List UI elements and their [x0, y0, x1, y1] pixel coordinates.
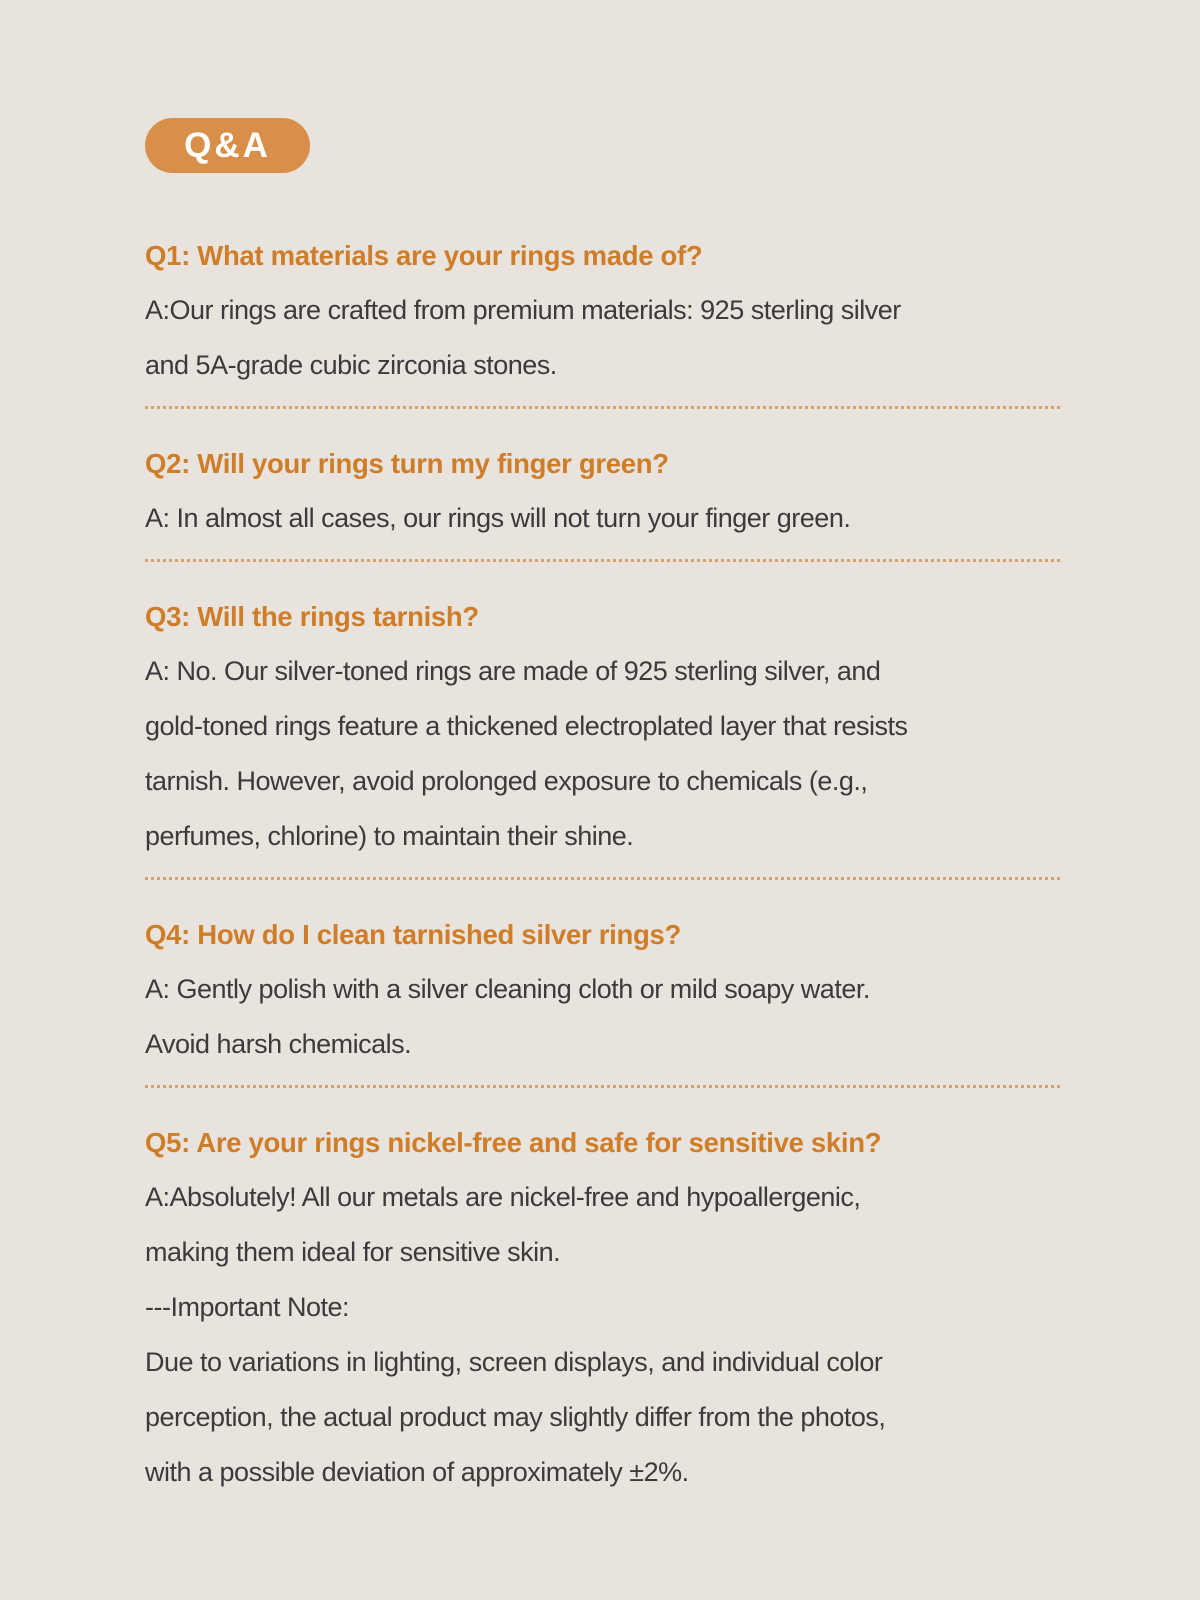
answer-line: A: Gently polish with a silver cleaning cloth or mild soapy water. [145, 974, 870, 1004]
question-3: Q3: Will the rings tarnish? [145, 601, 479, 632]
answer-line: tarnish. However, avoid prolonged exposure to chemicals (e.g., [145, 766, 868, 796]
answer-line: Avoid harsh chemicals. [145, 1029, 412, 1059]
qa-section-2 [145, 444, 1060, 562]
qa-section-5 [145, 1123, 1060, 1500]
answer-line: A:Absolutely! All our metals are nickel-free and hypoallergenic, [145, 1182, 861, 1212]
important-note-label: ---Important Note: [145, 1292, 350, 1322]
answer-line: perception, the actual product may slightly differ from the photos, [145, 1402, 886, 1432]
answer-line: with a possible deviation of approximately ±2%. [145, 1457, 689, 1487]
answer-line: and 5A-grade cubic zirconia stones. [145, 350, 557, 380]
answer-line: Due to variations in lighting, screen displays, and individual color [145, 1347, 883, 1377]
answer-line: A: In almost all cases, our rings will not turn your finger green. [145, 503, 851, 533]
question-4: Q4: How do I clean tarnished silver rings? [145, 919, 682, 950]
qa-badge [145, 118, 310, 173]
question-2: Q2: Will your rings turn my finger green? [145, 448, 669, 479]
answer-line: perfumes, chlorine) to maintain their shine. [145, 821, 634, 851]
answer-1 [145, 283, 1060, 393]
answer-4 [145, 962, 1060, 1072]
qa-badge-label: Q&A [184, 125, 271, 165]
answer-5 [145, 1170, 1060, 1500]
dotted-divider [145, 406, 1060, 409]
dotted-divider [145, 1085, 1060, 1088]
qa-section-3 [145, 597, 1060, 880]
answer-3 [145, 644, 1060, 864]
answer-line: A:Our rings are crafted from premium materials: 925 sterling silver [145, 295, 901, 325]
dotted-divider [145, 559, 1060, 562]
answer-line: gold-toned rings feature a thickened electroplated layer that resists [145, 711, 908, 741]
question-1: Q1: What materials are your rings made of? [145, 240, 703, 271]
answer-2 [145, 491, 1060, 546]
dotted-divider [145, 877, 1060, 880]
question-5: Q5: Are your rings nickel-free and safe for sensitive skin? [145, 1127, 882, 1158]
answer-line: making them ideal for sensitive skin. [145, 1237, 561, 1267]
qa-section-1 [145, 236, 1060, 409]
qa-section-4 [145, 915, 1060, 1088]
answer-line: A: No. Our silver-toned rings are made of 925 sterling silver, and [145, 656, 881, 686]
